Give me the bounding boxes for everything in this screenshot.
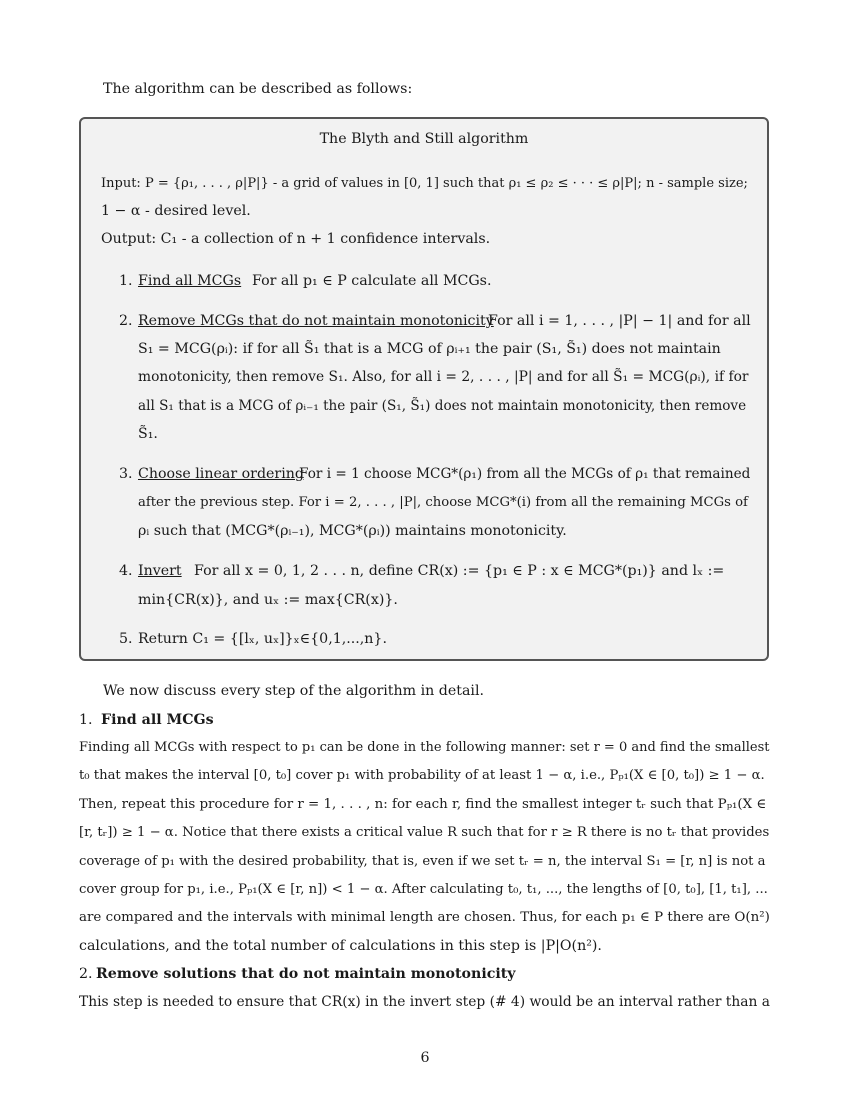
paragraph-line: [r, tᵣ]) ≥ 1 − α. Notice that there exists a critical value R such that for r ≥ R there is no tᵣ that provides (79, 825, 770, 840)
discussion-intro: We now discuss every step of the algorithm in detail. (103, 683, 484, 699)
paragraph-line: t₀ that makes the interval [0, t₀] cover p₁ with probability of at least 1 − α, i.e., Pₚ₁(X ∈ [0, t₀]) ≥ 1 − α. (79, 768, 765, 783)
output-line: Output: C₁ - a collection of n + 1 confidence intervals. (101, 231, 491, 247)
step-text: min{CR(x)}, and uₓ := max{CR(x)}. (138, 592, 398, 608)
step-title: Find all MCGs (138, 273, 242, 289)
step-number: 5. (119, 631, 133, 647)
step-title: Invert (138, 563, 182, 579)
input-line-2: 1 − α - desired level. (101, 203, 251, 219)
page-number: 6 (420, 1050, 430, 1066)
step-text: For i = 1 choose MCG*(ρ₁) from all the MCGs of ρ₁ that remained (299, 466, 751, 482)
section-number: 1. (79, 712, 93, 728)
algorithm-box (79, 117, 769, 661)
step-text: after the previous step. For i = 2, . . . , |P|, choose MCG*(i) from all the remaining MCGs of (138, 495, 748, 510)
paragraph-line: Then, repeat this procedure for r = 1, . . . , n: for each r, find the smallest integer tᵣ such that Pₚ₁(X ∈ (79, 797, 767, 812)
input-line-1: Input: P = {ρ₁, . . . , ρ|P|} - a grid of values in [0, 1] such that ρ₁ ≤ ρ₂ ≤ · · · ≤ ρ|P|; n - sample size; (101, 176, 748, 191)
algorithm-title: The Blyth and Still algorithm (319, 131, 529, 147)
section-heading: Remove solutions that do not maintain monotonicity (96, 966, 516, 982)
step-text: For all p₁ ∈ P calculate all MCGs. (252, 273, 492, 289)
paragraph-line: calculations, and the total number of calculations in this step is |P|O(n²). (79, 938, 602, 954)
step-number: 3. (119, 466, 133, 482)
step-text: ρᵢ such that (MCG*(ρᵢ₋₁), MCG*(ρᵢ)) maintains monotonicity. (138, 523, 567, 539)
step-number: 2. (119, 313, 133, 329)
section-heading: Find all MCGs (101, 712, 214, 728)
paragraph-line: cover group for p₁, i.e., Pₚ₁(X ∈ [r, n]) < 1 − α. After calculating t₀, t₁, ..., the lengths of [0, t₀], [1, t₁], ... (79, 882, 768, 897)
paragraph-line: are compared and the intervals with minimal length are chosen. Thus, for each p₁ ∈ P there are O(n²) (79, 910, 770, 925)
step-number: 1. (119, 273, 133, 289)
step-title: Choose linear ordering (138, 466, 304, 482)
step-text: Return C₁ = {[lₓ, uₓ]}ₓ∈{0,1,...,n}. (138, 631, 387, 647)
step-text: monotonicity, then remove S₁. Also, for all i = 2, . . . , |P| and for all S̃₁ = MCG(ρᵢ), if for (138, 369, 749, 385)
step-number: 4. (119, 563, 133, 579)
step-text: For all x = 0, 1, 2 . . . n, define CR(x) := {p₁ ∈ P : x ∈ MCG*(p₁)} and lₓ := (194, 563, 725, 579)
intro-text: The algorithm can be described as follows: (103, 81, 413, 97)
paragraph-line: coverage of p₁ with the desired probability, that is, even if we set tᵣ = n, the interval S₁ = [r, n] is not a (79, 854, 766, 869)
step-title: Remove MCGs that do not maintain monotonicity (138, 313, 494, 329)
step-text: For all i = 1, . . . , |P| − 1| and for all (488, 313, 751, 329)
step-text: S₁ = MCG(ρᵢ): if for all S̃₁ that is a MCG of ρᵢ₊₁ the pair (S₁, S̃₁) does not maintain (138, 341, 721, 357)
step-text: S̃₁. (138, 426, 158, 442)
paragraph-line: This step is needed to ensure that CR(x) in the invert step (# 4) would be an interval rather than a (79, 994, 770, 1010)
section-number: 2. (79, 966, 93, 982)
step-text: all S₁ that is a MCG of ρᵢ₋₁ the pair (S₁, S̃₁) does not maintain monotonicity, then remove (138, 398, 747, 414)
paragraph-line: Finding all MCGs with respect to p₁ can be done in the following manner: set r = 0 and find the smallest (79, 740, 770, 755)
